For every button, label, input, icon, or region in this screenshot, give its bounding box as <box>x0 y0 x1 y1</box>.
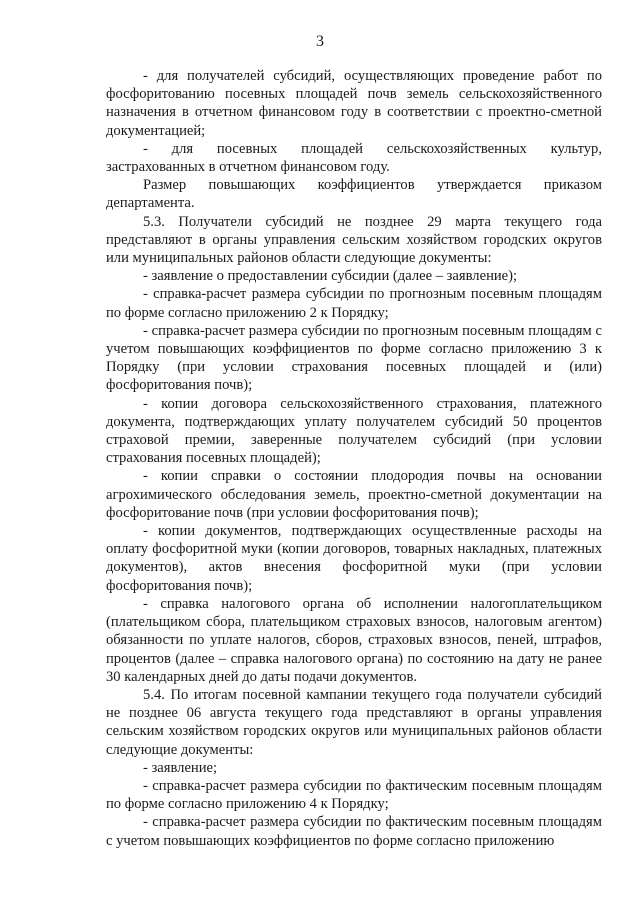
paragraph: - копии договора сельскохозяйственного страхования, платежного документа, подтверждающих уплату получателем субсидий 50 процентов страховой премии, заверенные получателем субсидий (при условии страхования посевных площадей); <box>106 395 602 467</box>
page-number: 3 <box>316 33 324 50</box>
paragraph: - заявление; <box>143 759 218 776</box>
paragraph: - копии справки о состоянии плодородия почвы на основании агрохимического обследования земель, проектно-сметной документации на фосфоритование почв (при условии фосфоритования почв); <box>106 468 602 521</box>
paragraph: - справка-расчет размера субсидии по прогнозным посевным площадям по форме согласно приложению 2 к Порядку; <box>106 286 602 321</box>
paragraph: - заявление о предоставлении субсидии (далее – заявление); <box>143 268 518 285</box>
paragraph: 5.4. По итогам посевной кампании текущего года получатели субсидий не позднее 06 августа текущего года представляют в органы управления сельским хозяйством городских округов или муниципальных районов области следующие документы: <box>106 686 602 758</box>
paragraph: - для посевных площадей сельскохозяйственных культур, застрахованных в отчетном финансовом году. <box>106 140 602 176</box>
body-text <box>106 67 602 850</box>
paragraph: Размер повышающих коэффициентов утверждается приказом департамента. <box>106 177 602 212</box>
paragraph: - копии документов, подтверждающих осуществленные расходы на оплату фосфоритной муки (копии договоров, товарных накладных, платежных документов), актов внесения фосфоритной муки (при условии фосфоритования почв); <box>106 523 602 594</box>
paragraph: 5.3. Получатели субсидий не позднее 29 марта текущего года представляют в органы управления сельским хозяйством городских округов или муниципальных районов области следующие документы: <box>106 213 602 267</box>
paragraph: - справка-расчет размера субсидии по фактическим посевным площадям с учетом повышающих коэффициентов по форме согласно приложению <box>106 814 602 849</box>
paragraph: - для получателей субсидий, осуществляющих проведение работ по фосфоритованию посевных площадей почв земель сельскохозяйственного назначения в отчетном финансовом году в соответствии с проектно-сметной документацией; <box>106 68 602 139</box>
paragraph: - справка-расчет размера субсидии по фактическим посевным площадям по форме согласно приложению 4 к Порядку; <box>106 777 602 813</box>
paragraph: - справка налогового органа об исполнении налогоплательщиком (плательщиком сбора, плательщиком страховых взносов, налоговым агентом) обязанности по уплате налогов, сборов, страховых взносов, пеней, штрафов, процентов (далее – справка налогового органа) по состоянию на дату не ранее 30 календарных дней до даты подачи документов. <box>106 595 602 685</box>
paragraph: - справка-расчет размера субсидии по прогнозным посевным площадям с учетом повышающих коэффициентов по форме согласно приложению 3 к Порядку (при условии страхования посевных площадей и (или) фосфоритования почв); <box>106 322 602 394</box>
